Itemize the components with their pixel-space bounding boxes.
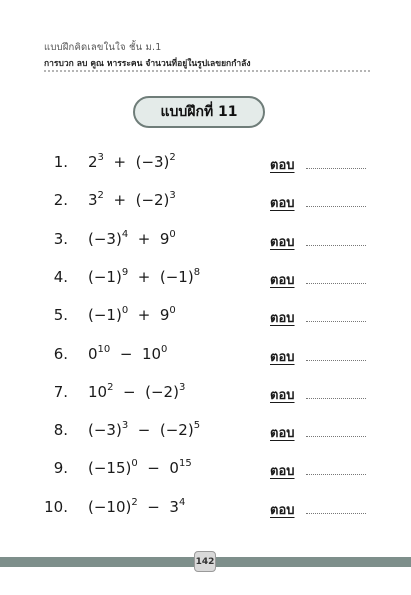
- term-a-base: (−1): [88, 267, 122, 286]
- term-a-base: 0: [88, 344, 98, 363]
- term-a-exponent: 2: [97, 190, 104, 202]
- term-a-exponent: 4: [121, 228, 129, 240]
- problem-row: [0, 265, 411, 291]
- problem-row: [0, 456, 411, 482]
- answer-label: ตอบ: [270, 426, 295, 442]
- problem-row: [0, 418, 411, 444]
- term-b-exponent: 8: [193, 266, 201, 278]
- problem-number: 10.: [44, 497, 68, 516]
- term-b-exponent: 0: [169, 305, 176, 317]
- term-b-base: 9: [159, 306, 170, 325]
- term-b-base: (−2): [159, 421, 194, 440]
- problem-expression: [88, 191, 176, 209]
- term-b-base: (−3): [135, 153, 170, 171]
- term-a-base: 10: [88, 382, 108, 401]
- term-a-exponent: 2: [107, 381, 114, 393]
- problem-row: [0, 380, 411, 406]
- answer-label: ตอบ: [270, 349, 295, 365]
- answer-blank[interactable]: [306, 513, 366, 514]
- section-subtitle: การบวก ลบ คูณ หารระคน จำนวนที่อยู่ในรูปเลขยกกำลัง: [44, 59, 251, 69]
- term-b-exponent: 3: [169, 190, 176, 202]
- term-b-base: (−1): [159, 267, 194, 286]
- answer-label: ตอบ: [270, 158, 295, 173]
- term-a-exponent: 3: [121, 420, 129, 432]
- answer-blank[interactable]: [306, 245, 366, 246]
- operator: −: [123, 382, 136, 401]
- exercise-title-badge: [133, 96, 265, 128]
- term-a-base: (−3): [88, 421, 122, 440]
- term-b-exponent: 4: [178, 496, 186, 508]
- answer-blank[interactable]: [306, 283, 366, 284]
- term-a-exponent: 0: [131, 458, 138, 470]
- answer-blank[interactable]: [306, 474, 366, 475]
- exercise-title: แบบฝึกที่ 11: [160, 104, 238, 120]
- operator: +: [137, 267, 151, 286]
- term-b-base: 0: [169, 459, 179, 478]
- term-b-base: 10: [141, 344, 162, 363]
- term-a-exponent: 10: [97, 343, 111, 355]
- operator: +: [137, 306, 151, 325]
- term-a-base: (−3): [88, 229, 122, 248]
- operator: −: [147, 497, 160, 516]
- answer-blank[interactable]: [306, 436, 366, 437]
- answer-label: ตอบ: [270, 311, 295, 327]
- answer-label: ตอบ: [270, 272, 295, 288]
- term-b-base: (−2): [135, 191, 170, 210]
- operator: −: [147, 459, 160, 478]
- term-b-base: 9: [159, 229, 170, 248]
- operator: +: [113, 153, 127, 171]
- answer-blank[interactable]: [306, 206, 366, 207]
- answer-blank[interactable]: [306, 321, 366, 322]
- problem-row: [0, 342, 411, 368]
- operator: +: [137, 229, 151, 248]
- problem-number: 7.: [53, 382, 68, 401]
- term-b-base: 3: [169, 497, 179, 516]
- book-title: แบบฝึกคิดเลขในใจ ชั้น ม.1: [44, 42, 162, 53]
- term-a-exponent: 2: [131, 496, 138, 508]
- page-number-badge: [194, 551, 216, 572]
- answer-blank[interactable]: [306, 398, 366, 399]
- term-a-exponent: 0: [121, 305, 129, 317]
- term-b-exponent: 15: [178, 458, 192, 470]
- term-a-exponent: 3: [97, 152, 104, 163]
- operator: −: [137, 421, 151, 440]
- term-b-exponent: 2: [169, 152, 176, 163]
- term-b-exponent: 0: [161, 343, 168, 355]
- problem-number: 4.: [53, 267, 68, 286]
- answer-label: ตอบ: [270, 502, 295, 518]
- term-b-base: (−2): [145, 382, 179, 401]
- problem-expression: [88, 383, 185, 401]
- answer-blank[interactable]: [306, 360, 366, 361]
- term-a-base: (−10): [88, 497, 132, 516]
- problem-expression: [88, 153, 176, 171]
- term-a-base: 2: [88, 153, 98, 171]
- answer-label: ตอบ: [270, 234, 295, 250]
- problem-number: 8.: [53, 421, 68, 440]
- problem-expression: [88, 459, 192, 477]
- problem-row: [0, 188, 411, 214]
- term-b-exponent: 3: [178, 381, 186, 393]
- problem-expression: [88, 306, 176, 324]
- dotted-divider: [44, 70, 370, 72]
- answer-label: ตอบ: [270, 464, 295, 480]
- problem-row: [0, 495, 411, 521]
- problem-row: [0, 303, 411, 329]
- term-b-exponent: 5: [193, 420, 201, 432]
- term-b-exponent: 0: [169, 228, 176, 240]
- term-a-exponent: 9: [121, 266, 129, 278]
- problem-row: [0, 150, 411, 176]
- problem-number: 5.: [53, 306, 68, 325]
- term-a-base: 3: [88, 191, 98, 210]
- operator: +: [113, 191, 127, 210]
- answer-label: ตอบ: [270, 196, 295, 212]
- term-a-base: (−15): [88, 459, 132, 478]
- answer-blank[interactable]: [306, 168, 366, 169]
- problem-expression: [88, 345, 167, 363]
- problem-expression: [88, 230, 176, 248]
- problem-number: 3.: [53, 229, 68, 248]
- problem-number: 2.: [53, 191, 68, 210]
- problem-number: 1.: [53, 153, 68, 171]
- problem-expression: [88, 421, 200, 439]
- operator: −: [119, 344, 133, 363]
- problem-expression: [88, 268, 200, 286]
- term-a-base: (−1): [88, 306, 122, 325]
- problem-number: 6.: [53, 344, 68, 363]
- problem-expression: [88, 498, 185, 516]
- problem-row: [0, 227, 411, 253]
- problem-number: 9.: [53, 459, 68, 478]
- answer-label: ตอบ: [270, 387, 295, 403]
- page-number: 142: [195, 556, 215, 567]
